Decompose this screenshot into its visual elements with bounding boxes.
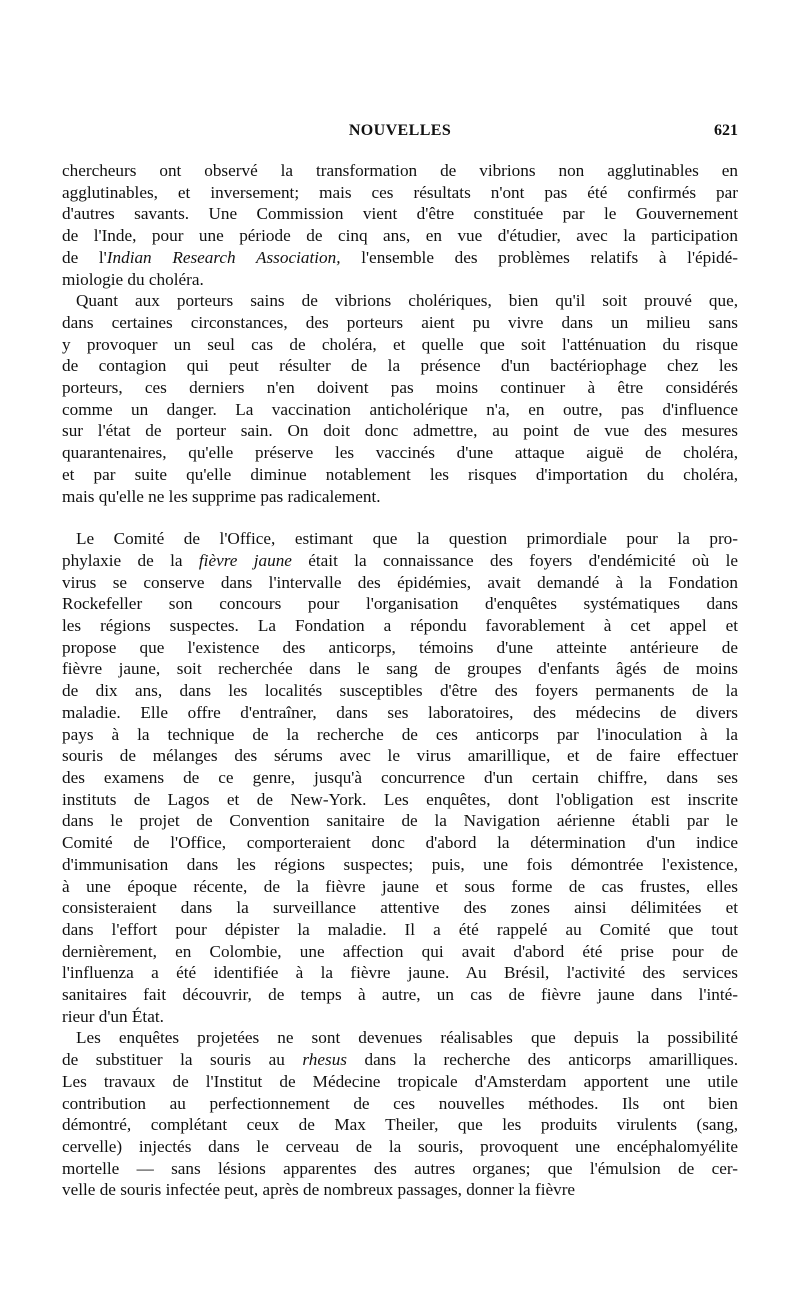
text-line: fièvre jaune, soit recherchée dans le sang de groupes d'enfants âgés de moins: [62, 659, 738, 679]
text-line: maladie. Elle offre d'entraîner, dans ses laboratoires, des médecins de divers: [62, 702, 738, 722]
text-line: mais qu'elle ne les supprime pas radicalement.: [62, 486, 381, 506]
text-line: quarantenaires, qu'elle préserve les vaccinés d'une attaque aiguë de choléra,: [62, 443, 738, 463]
paragraph-healthy-carriers: [62, 290, 738, 507]
text-line: dans certaines circonstances, des porteurs aient pu vivre dans un milieu sans: [62, 312, 738, 332]
text-line: les régions suspectes. La Fondation a répondu favorablement à cet appel et: [62, 616, 738, 636]
text-line: de substituer la souris au rhesus dans la recherche des anticorps amarilliques.: [62, 1050, 739, 1070]
running-head: [62, 122, 738, 146]
body-text: [62, 160, 738, 1201]
text-line: consisteraient dans la surveillance attentive des zones ainsi délimitées et: [62, 898, 738, 918]
text-line: et par suite qu'elle diminue notablement les risques d'importation du choléra,: [62, 464, 738, 484]
text-line: dans le projet de Convention sanitaire de la Navigation aérienne établi par le: [62, 811, 738, 831]
text-line: de contagion qui peut résulter de la présence d'un bactériophage chez les: [62, 356, 738, 376]
text-line: Le Comité de l'Office, estimant que la question primordiale pour la pro-: [76, 529, 738, 549]
paragraph-mouse-method: [62, 1027, 738, 1201]
text-line: agglutinables, et inversement; mais ces résultats n'ont pas été confirmés par: [62, 182, 738, 202]
running-title: NOUVELLES: [348, 122, 452, 139]
text-line: Quant aux porteurs sains de vibrions cholériques, bien qu'il soit prouvé que,: [76, 291, 738, 311]
text-line: de dix ans, dans les localités susceptibles d'être des foyers permanents de la: [62, 681, 738, 701]
paragraph-cholera-vibrios: [62, 160, 738, 290]
text-line: Les travaux de l'Institut de Médecine tropicale d'Amsterdam apportent une utile: [62, 1071, 738, 1091]
paragraph-yellow-fever-committee: [62, 528, 738, 1027]
text-line: sanitaires fait découvrir, de temps à autre, un cas de fièvre jaune dans l'inté-: [62, 985, 738, 1005]
text-line: l'influenza a été identifiée à la fièvre jaune. Au Brésil, l'activité des services: [62, 963, 738, 983]
text-line: Rockefeller son concours pour l'organisation d'enquêtes systématiques dans: [62, 594, 738, 614]
text-line: porteurs, ces derniers n'en doivent pas moins continuer à être considérés: [62, 378, 738, 398]
text-line: propose que l'existence des anticorps, témoins d'une atteinte antérieure de: [62, 637, 738, 657]
text-line: de l'Indian Research Association, l'ensemble des problèmes relatifs à l'épidé-: [62, 247, 738, 267]
text-line: d'autres savants. Une Commission vient d'être constituée par le Gouvernement: [62, 204, 738, 224]
text-line: démontré, complétant ceux de Max Theiler, que les produits virulents (sang,: [62, 1115, 738, 1135]
text-line: Les enquêtes projetées ne sont devenues réalisables que depuis la possibilité: [76, 1028, 738, 1048]
text-line: velle de souris infectée peut, après de nombreux passages, donner la fièvre: [62, 1180, 576, 1200]
page-number: 621: [714, 122, 738, 139]
text-line: virus se conserve dans l'intervalle des épidémies, avait demandé à la Fondation: [62, 572, 738, 592]
text-line: d'immunisation dans les régions suspectes; puis, une fois démontrée l'existence,: [62, 854, 738, 874]
text-line: pays à la technique de la recherche de ces anticorps par l'inoculation à la: [62, 724, 738, 744]
text-line: sur l'état de porteur sain. On doit donc admettre, au point de vue des mesures: [62, 421, 738, 441]
text-line: contribution au perfectionnement de ces nouvelles méthodes. Ils ont bien: [62, 1093, 738, 1113]
text-line: dans l'effort pour dépister la maladie. Il a été rappelé au Comité que tout: [62, 919, 738, 939]
text-line: rieur d'un État.: [62, 1006, 164, 1026]
text-line: instituts de Lagos et de New-York. Les enquêtes, dont l'obligation est inscrite: [62, 789, 738, 809]
text-line: mortelle — sans lésions apparentes des autres organes; que l'émulsion de cer-: [62, 1158, 738, 1178]
text-line: comme un danger. La vaccination anticholérique n'a, en outre, pas d'influence: [62, 399, 738, 419]
text-line: cervelle) injectés dans le cerveau de la souris, provoquent une encéphalomyélite: [62, 1136, 738, 1156]
text-line: souris de mélanges des sérums avec le virus amarillique, et de faire effectuer: [62, 746, 738, 766]
text-line: des examens de ce genre, jusqu'à concurrence d'un certain chiffre, dans ses: [62, 767, 738, 787]
text-line: à une époque récente, de la fièvre jaune et sous forme de cas frustes, elles: [62, 876, 738, 896]
text-line: dernièrement, en Colombie, une affection qui avait d'abord été prise pour de: [62, 941, 738, 961]
text-line: y provoquer un seul cas de choléra, et quelle que soit l'atténuation du risque: [62, 334, 738, 354]
text-line: miologie du choléra.: [62, 269, 204, 289]
text-line: phylaxie de la fièvre jaune était la connaissance des foyers d'endémicité où le: [62, 550, 738, 570]
text-line: Comité de l'Office, comporteraient donc d'abord la détermination d'un indice: [62, 833, 738, 853]
text-line: de l'Inde, pour une période de cinq ans, en vue d'étudier, avec la participation: [62, 226, 738, 246]
text-line: chercheurs ont observé la transformation de vibrions non agglutinables en: [62, 161, 738, 180]
